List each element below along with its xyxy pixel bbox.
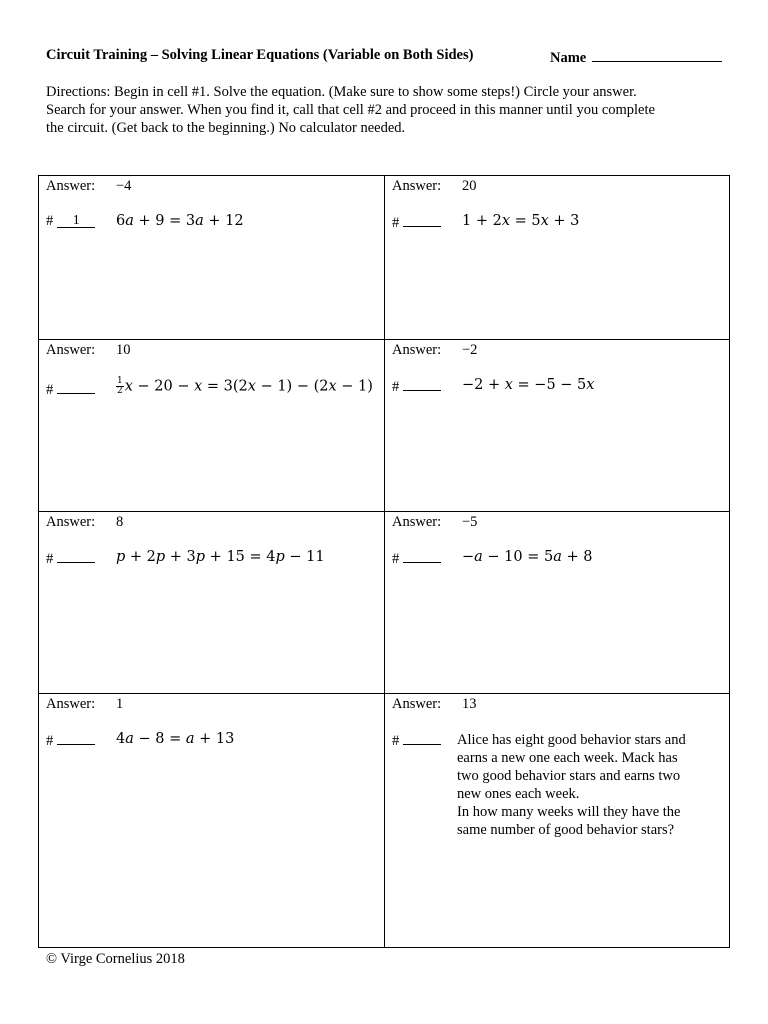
answer-label: Answer: xyxy=(46,178,96,194)
circuit-cell xyxy=(39,340,385,512)
cell-number-blank xyxy=(403,377,441,391)
circuit-grid xyxy=(38,175,730,948)
equation: −a − 10 = 5a + 8 xyxy=(462,549,593,565)
answer-value: 8 xyxy=(116,514,124,530)
cell-number-blank xyxy=(403,549,441,563)
circuit-cell xyxy=(385,340,729,512)
circuit-cell xyxy=(385,176,729,340)
equation: 6a + 9 = 3a + 12 xyxy=(116,213,244,229)
answer-value: 13 xyxy=(462,696,477,712)
equation: −2 + x = −5 − 5x xyxy=(462,377,595,393)
worksheet-title: Circuit Training – Solving Linear Equations (Variable on Both Sides) xyxy=(46,47,474,63)
copyright-footer: © Virge Cornelius 2018 xyxy=(46,951,185,967)
cell-number: # xyxy=(392,377,441,396)
cell-number: # xyxy=(392,213,441,232)
word-problem-line: Alice has eight good behavior stars and xyxy=(457,732,686,748)
answer-label: Answer: xyxy=(46,696,96,712)
circuit-cell xyxy=(385,694,729,947)
equation: 1 + 2x = 5x + 3 xyxy=(462,213,580,229)
word-problem-line: earns a new one each week. Mack has xyxy=(457,750,678,766)
equation: p + 2p + 3p + 15 = 4p − 11 xyxy=(116,549,325,565)
cell-number: # xyxy=(392,549,441,568)
circuit-cell xyxy=(39,176,385,340)
cell-number-blank xyxy=(57,731,95,745)
cell-number-blank xyxy=(403,731,441,745)
answer-value: 10 xyxy=(116,342,131,358)
cell-number: # xyxy=(392,731,441,750)
answer-value: −5 xyxy=(462,514,478,530)
cell-number: # xyxy=(46,380,95,399)
answer-value: 20 xyxy=(462,178,477,194)
word-problem-line: new ones each week. xyxy=(457,786,580,802)
word-problem-line: In how many weeks will they have the xyxy=(457,804,681,820)
equation: $\frac{1}{2}$ x − 20 − x = 3(2x − 1) − (2x − 1) xyxy=(117,376,373,396)
answer-value: −4 xyxy=(116,178,132,194)
directions-line-1: Directions: Begin in cell #1. Solve the equation. (Make sure to show some steps!) Circle your answer. xyxy=(46,84,637,100)
answer-value: −2 xyxy=(462,342,478,358)
answer-label: Answer: xyxy=(46,342,96,358)
word-problem-line: two good behavior stars and earns two xyxy=(457,768,681,784)
circuit-cell xyxy=(39,694,385,947)
cell-number: # xyxy=(46,731,95,750)
answer-label: Answer: xyxy=(392,696,442,712)
directions xyxy=(46,83,736,137)
directions-line-2: Search for your answer. When you find it, call that cell #2 and proceed in this manner until you complete xyxy=(46,102,655,118)
name-label: Name xyxy=(550,50,587,66)
fraction: $\frac{1}{2}$ xyxy=(117,376,123,396)
answer-label: Answer: xyxy=(46,514,96,530)
answer-label: Answer: xyxy=(392,178,442,194)
directions-line-3: the circuit. (Get back to the beginning.) No calculator needed. xyxy=(46,120,406,136)
circuit-cell xyxy=(39,512,385,694)
cell-number-blank xyxy=(403,213,441,227)
word-problem xyxy=(457,731,721,839)
answer-value: 1 xyxy=(116,696,124,712)
answer-label: Answer: xyxy=(392,342,442,358)
cell-number-blank xyxy=(57,380,95,394)
equation: 4a − 8 = a + 13 xyxy=(116,731,235,747)
name-blank xyxy=(592,47,722,62)
circuit-cell xyxy=(385,512,729,694)
cell-number: # 1 xyxy=(46,213,95,230)
cell-number: # xyxy=(46,549,95,568)
word-problem-line: same number of good behavior stars? xyxy=(457,822,675,838)
cell-number-blank xyxy=(57,549,95,563)
name-field xyxy=(550,47,722,67)
answer-label: Answer: xyxy=(392,514,442,530)
cell-number-blank: 1 xyxy=(57,214,95,228)
